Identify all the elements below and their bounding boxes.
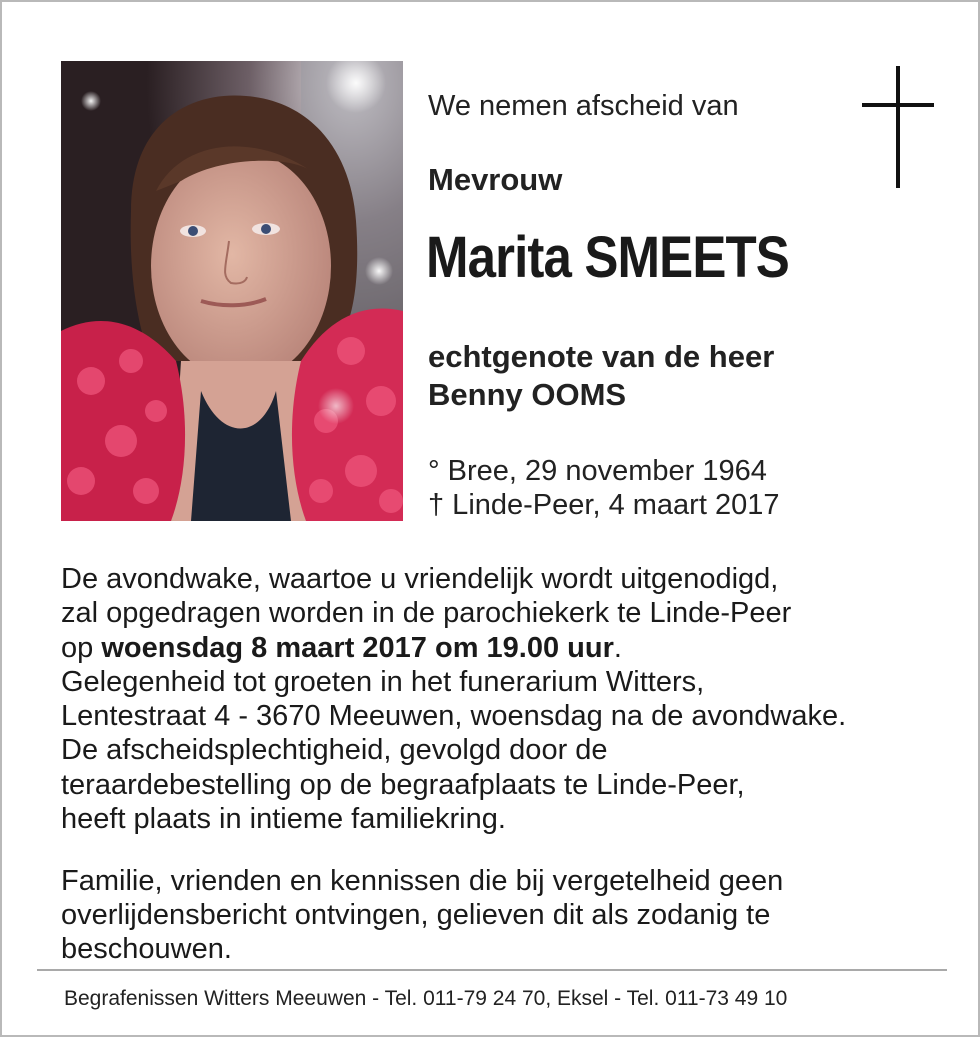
body-line: heeft plaats in intieme familiekring. — [61, 803, 506, 836]
closing-line: Familie, vrienden en kennissen die bij vergetelheid geen — [61, 865, 784, 897]
body-line: teraardebestelling op de begraafplaats te Linde-Peer, — [61, 768, 745, 801]
closing-line: beschouwen. — [61, 933, 232, 965]
deceased-name: Marita SMEETS — [426, 225, 789, 290]
spouse-line: echtgenote van de heer — [428, 339, 775, 374]
wake-date-line — [61, 631, 961, 665]
intro-text: We nemen afscheid van — [428, 90, 739, 122]
body-line: Gelegenheid tot groeten in het funerarium Witters, — [61, 665, 705, 698]
body-line: De afscheidsplechtigheid, gevolgd door de — [61, 734, 608, 767]
closing-note — [61, 864, 961, 966]
body-line: Lentestraat 4 - 3670 Meeuwen, woensdag na de avondwake. — [61, 700, 847, 733]
honorific: Mevrouw — [428, 162, 563, 197]
body-line-suffix: . — [613, 631, 622, 664]
body-line: zal opgedragen worden in de parochiekerk te Linde-Peer — [61, 597, 792, 630]
portrait-photo — [61, 61, 403, 521]
wake-date: woensdag 8 maart 2017 om 19.00 uur — [101, 631, 614, 664]
birth-date: ° Bree, 29 november 1964 — [428, 455, 767, 487]
death-date: † Linde-Peer, 4 maart 2017 — [428, 489, 780, 521]
cross-icon — [862, 66, 934, 188]
body-line: De avondwake, waartoe u vriendelijk wordt uitgenodigd, — [61, 563, 779, 595]
footer-divider — [37, 969, 947, 971]
spouse-name: Benny OOMS — [428, 377, 627, 412]
life-dates — [428, 454, 779, 522]
body-line-prefix: op — [61, 631, 102, 664]
ceremony-details — [61, 562, 961, 836]
spouse-info — [428, 338, 774, 414]
closing-line: overlijdensbericht ontvingen, gelieven dit als zodanig te — [61, 899, 771, 931]
funeral-home-footer: Begrafenissen Witters Meeuwen - Tel. 011-79 24 70, Eksel - Tel. 011-73 49 10 — [64, 987, 788, 1010]
